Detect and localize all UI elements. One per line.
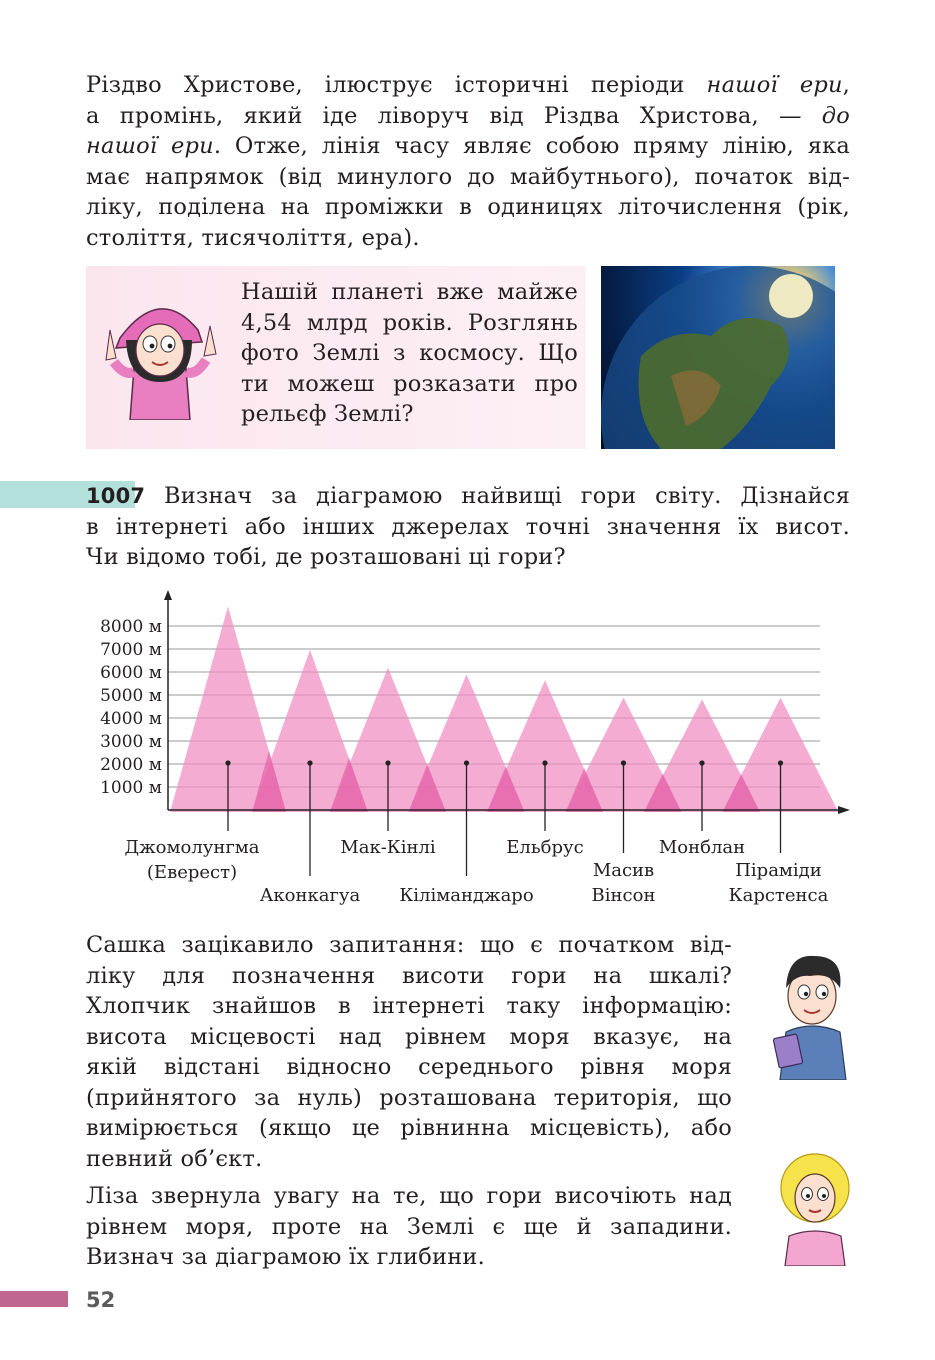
footer-band [0, 1291, 68, 1307]
earth-from-space-photo [601, 266, 835, 449]
task-number: 1007 [86, 484, 146, 508]
liza-paragraph: Ліза звернула увагу на те, що гори височіють над рівнем моря, проте на Землі є ще й западини. Визнач за діаграмою їх глибини. [86, 1183, 732, 1270]
mountain-label: Ельбрус [506, 837, 584, 858]
y-tick-label: 7000 м [100, 640, 162, 660]
y-axis-tick-labels [100, 617, 162, 798]
sashko-paragraph: Сашка зацікавило запитання: що є початком від- ліку для позначення висоти гори на шкалі? Хлопчик знайшов в інтернеті таку інформацію: висота місцевості над рівнем моря вказує, на якій відстані відносно середнього рівня моря (прийнятого за нуль) розташована територія, що вимірюється (якщо це рівнинна місцевість), або певний об’єкт. [86, 932, 732, 1172]
boy-character-icon [770, 948, 855, 1080]
mountain-heights-chart [80, 588, 870, 913]
mountain-label: Піраміди [735, 860, 822, 881]
mountain-labels [124, 837, 828, 906]
callout-text: Нашій планеті вже майже 4,54 млрд років. Розглянь фото Землі з космосу. Що ти можеш розказати про рельєф Землі? [241, 279, 578, 427]
intro-line: нашої ери. Отже, лінія часу являє собою пряму лінію, яка [86, 133, 850, 159]
y-tick-label: 3000 м [100, 732, 162, 752]
liza-character-icon [775, 1148, 855, 1266]
mountain-label: Мак-Кінлі [340, 837, 436, 858]
mountain-label: Масив [592, 860, 655, 881]
intro-line: століття, тисячоліття, ера). [86, 224, 420, 251]
mountain-label-line2: (Еверест) [146, 862, 238, 883]
mountain-label: Монблан [658, 837, 746, 858]
earth-globe-icon [601, 266, 835, 449]
intro-line: Різдво Христове, ілюструє історичні періоди нашої ери, [86, 72, 851, 98]
mountain-label-line2: Карстенса [728, 885, 829, 906]
y-axis-arrow-icon [164, 590, 172, 600]
intro-line: має напрямок (від минулого до майбутнього), початок від- [86, 163, 850, 190]
girl-character-icon [98, 290, 222, 420]
x-axis-arrow-icon [838, 806, 850, 814]
mountain-label: Аконкагуа [259, 885, 361, 906]
task-paragraph: 1007 Визнач за діаграмою найвищі гори світу. Дізнайся в інтернеті або інших джерелах точні значення їх висот. Чи відомо тобі, де розташовані ці гори? [86, 483, 850, 570]
y-tick-label: 5000 м [100, 686, 162, 706]
page-number: 52 [86, 1288, 116, 1312]
intro-paragraph [86, 70, 850, 253]
y-tick-label: 1000 м [100, 778, 162, 798]
y-tick-label: 2000 м [100, 755, 162, 775]
mountain-label: Кіліманджаро [399, 885, 534, 906]
y-tick-label: 8000 м [100, 617, 162, 637]
mountain-label: Джомолунгма [124, 837, 260, 858]
intro-line: а промінь, який іде ліворуч від Різдва Христова, — до [86, 102, 850, 129]
y-tick-label: 4000 м [100, 709, 162, 729]
y-tick-label: 6000 м [100, 663, 162, 683]
mountain-label-line2: Вінсон [591, 885, 656, 906]
intro-line: ліку, поділена на проміжки в одиницях літочислення (рік, [86, 194, 850, 220]
